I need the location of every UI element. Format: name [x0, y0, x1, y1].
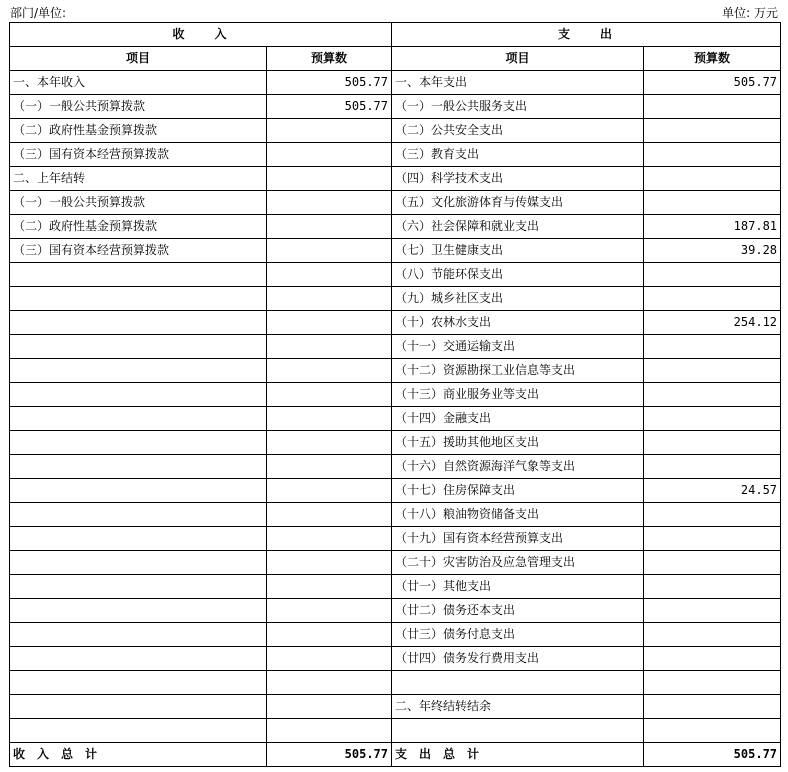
- expense-amount-cell: 254.12: [644, 311, 781, 335]
- income-item-cell: [10, 335, 267, 359]
- expense-amount-cell: [644, 455, 781, 479]
- department-label: 部门/单位:: [10, 6, 67, 20]
- expense-item-cell: （十八）粮油物资储备支出: [392, 503, 644, 527]
- expense-amount-cell: 24.57: [644, 479, 781, 503]
- expense-item-cell: （十一）交通运输支出: [392, 335, 644, 359]
- expense-item-cell: （廿二）债务还本支出: [392, 599, 644, 623]
- table-row: [10, 383, 781, 407]
- expense-amount-cell: [644, 431, 781, 455]
- table-row: [10, 575, 781, 599]
- income-amount-cell: [267, 647, 392, 671]
- table-row: [10, 551, 781, 575]
- expense-amount-cell: [644, 599, 781, 623]
- expense-item-cell: （廿四）债务发行费用支出: [392, 647, 644, 671]
- income-total-label: 收 入 总 计: [10, 743, 267, 767]
- expense-amount-cell: [644, 335, 781, 359]
- income-amount-cell: [267, 719, 392, 743]
- expense-item-cell: （廿一）其他支出: [392, 575, 644, 599]
- income-amount-cell: [267, 119, 392, 143]
- income-item-cell: [10, 407, 267, 431]
- table-row: [10, 263, 781, 287]
- expense-item-cell: （十九）国有资本经营预算支出: [392, 527, 644, 551]
- income-item-cell: 一、本年收入: [10, 71, 267, 95]
- expense-amount-cell: 505.77: [644, 71, 781, 95]
- income-item-cell: [10, 431, 267, 455]
- table-row: [10, 599, 781, 623]
- expense-item-cell: （二）公共安全支出: [392, 119, 644, 143]
- expense-item-cell: （七）卫生健康支出: [392, 239, 644, 263]
- income-item-cell: [10, 479, 267, 503]
- income-amount-cell: [267, 431, 392, 455]
- section-header-row: [10, 23, 781, 47]
- income-amount-cell: [267, 575, 392, 599]
- table-row: [10, 695, 781, 719]
- expense-item-cell: （十六）自然资源海洋气象等支出: [392, 455, 644, 479]
- expense-item-cell: （二十）灾害防治及应急管理支出: [392, 551, 644, 575]
- expense-amount-cell: [644, 191, 781, 215]
- income-amount-cell: [267, 215, 392, 239]
- table-row: [10, 479, 781, 503]
- expense-amount-cell: [644, 527, 781, 551]
- table-row: [10, 191, 781, 215]
- expense-amount-cell: [644, 383, 781, 407]
- expense-item-cell: （九）城乡社区支出: [392, 287, 644, 311]
- expense-item-cell: [392, 719, 644, 743]
- expense-amount-cell: [644, 263, 781, 287]
- income-item-cell: [10, 383, 267, 407]
- expense-total-value: 505.77: [644, 743, 781, 767]
- expense-item-cell: [392, 671, 644, 695]
- table-row: [10, 623, 781, 647]
- income-item-cell: [10, 719, 267, 743]
- income-item-cell: （一）一般公共预算拨款: [10, 95, 267, 119]
- expense-amount-cell: [644, 503, 781, 527]
- expense-item-cell: （十五）援助其他地区支出: [392, 431, 644, 455]
- income-amount-cell: [267, 527, 392, 551]
- income-amount-cell: [267, 167, 392, 191]
- expense-amount-cell: [644, 119, 781, 143]
- table-row: [10, 431, 781, 455]
- table-row: [10, 215, 781, 239]
- expense-item-cell: （五）文化旅游体育与传媒支出: [392, 191, 644, 215]
- total-row: [10, 743, 781, 767]
- expense-item-cell: （十三）商业服务业等支出: [392, 383, 644, 407]
- expense-item-cell: （十二）资源勘探工业信息等支出: [392, 359, 644, 383]
- table-row: [10, 527, 781, 551]
- expense-section-title: 支 出: [392, 23, 781, 47]
- budget-table: [9, 22, 781, 767]
- expense-amount-cell: [644, 407, 781, 431]
- income-amount-cell: 505.77: [267, 95, 392, 119]
- table-row: [10, 455, 781, 479]
- unit-label: 单位: 万元: [722, 6, 778, 20]
- expense-amount-cell: [644, 719, 781, 743]
- expense-amount-cell: 39.28: [644, 239, 781, 263]
- income-item-cell: [10, 647, 267, 671]
- income-amount-cell: [267, 455, 392, 479]
- income-amount-cell: [267, 695, 392, 719]
- income-item-cell: [10, 503, 267, 527]
- expense-item-cell: （三）教育支出: [392, 143, 644, 167]
- income-amount-cell: [267, 599, 392, 623]
- income-item-cell: [10, 623, 267, 647]
- income-amount-cell: [267, 311, 392, 335]
- expense-item-cell: （一）一般公共服务支出: [392, 95, 644, 119]
- expense-item-cell: （十）农林水支出: [392, 311, 644, 335]
- expense-amount-cell: [644, 623, 781, 647]
- expense-amount-cell: [644, 167, 781, 191]
- income-item-cell: [10, 287, 267, 311]
- table-row: [10, 287, 781, 311]
- table-row: [10, 311, 781, 335]
- expense-amount-cell: [644, 95, 781, 119]
- income-amount-cell: [267, 383, 392, 407]
- income-amount-cell: [267, 263, 392, 287]
- income-item-cell: （三）国有资本经营预算拨款: [10, 239, 267, 263]
- income-item-cell: （二）政府性基金预算拨款: [10, 215, 267, 239]
- table-row: [10, 359, 781, 383]
- income-item-cell: 二、上年结转: [10, 167, 267, 191]
- income-item-cell: [10, 263, 267, 287]
- table-row: [10, 95, 781, 119]
- table-row: [10, 167, 781, 191]
- income-item-cell: （二）政府性基金预算拨款: [10, 119, 267, 143]
- income-amount-header: 预算数: [267, 47, 392, 71]
- expense-amount-cell: [644, 695, 781, 719]
- table-row: [10, 671, 781, 695]
- expense-amount-cell: [644, 551, 781, 575]
- table-row: [10, 71, 781, 95]
- expense-item-cell: （廿三）债务付息支出: [392, 623, 644, 647]
- table-row: [10, 143, 781, 167]
- expense-amount-cell: [644, 287, 781, 311]
- income-amount-cell: [267, 335, 392, 359]
- expense-item-header: 项目: [392, 47, 644, 71]
- expense-item-cell: 一、本年支出: [392, 71, 644, 95]
- income-amount-cell: [267, 503, 392, 527]
- income-total-value: 505.77: [267, 743, 392, 767]
- table-row: [10, 119, 781, 143]
- income-amount-cell: [267, 191, 392, 215]
- income-item-cell: （三）国有资本经营预算拨款: [10, 143, 267, 167]
- table-row: [10, 719, 781, 743]
- income-item-cell: [10, 455, 267, 479]
- income-item-cell: [10, 599, 267, 623]
- income-amount-cell: [267, 239, 392, 263]
- table-row: [10, 647, 781, 671]
- table-row: [10, 503, 781, 527]
- income-amount-cell: [267, 479, 392, 503]
- income-item-cell: [10, 359, 267, 383]
- expense-amount-cell: [644, 671, 781, 695]
- income-amount-cell: [267, 623, 392, 647]
- income-item-cell: [10, 311, 267, 335]
- table-row: [10, 239, 781, 263]
- income-amount-cell: [267, 407, 392, 431]
- income-amount-cell: [267, 671, 392, 695]
- income-amount-cell: [267, 143, 392, 167]
- income-item-cell: [10, 551, 267, 575]
- expense-total-label: 支 出 总 计: [392, 743, 644, 767]
- expense-amount-cell: [644, 575, 781, 599]
- income-item-cell: [10, 575, 267, 599]
- expense-item-cell: （十七）住房保障支出: [392, 479, 644, 503]
- income-item-header: 项目: [10, 47, 267, 71]
- expense-item-cell: （六）社会保障和就业支出: [392, 215, 644, 239]
- expense-amount-header: 预算数: [644, 47, 781, 71]
- budget-rows: [10, 71, 781, 743]
- report-header: [10, 4, 778, 20]
- expense-item-cell: （四）科学技术支出: [392, 167, 644, 191]
- expense-amount-cell: [644, 143, 781, 167]
- income-amount-cell: 505.77: [267, 71, 392, 95]
- expense-item-cell: （八）节能环保支出: [392, 263, 644, 287]
- expense-amount-cell: 187.81: [644, 215, 781, 239]
- expense-amount-cell: [644, 359, 781, 383]
- table-row: [10, 335, 781, 359]
- income-item-cell: [10, 671, 267, 695]
- income-amount-cell: [267, 551, 392, 575]
- expense-item-cell: 二、年终结转结余: [392, 695, 644, 719]
- income-amount-cell: [267, 359, 392, 383]
- income-section-title: 收 入: [10, 23, 392, 47]
- income-item-cell: （一）一般公共预算拨款: [10, 191, 267, 215]
- expense-item-cell: （十四）金融支出: [392, 407, 644, 431]
- table-row: [10, 407, 781, 431]
- expense-amount-cell: [644, 647, 781, 671]
- income-amount-cell: [267, 287, 392, 311]
- column-header-row: [10, 47, 781, 71]
- income-item-cell: [10, 527, 267, 551]
- income-item-cell: [10, 695, 267, 719]
